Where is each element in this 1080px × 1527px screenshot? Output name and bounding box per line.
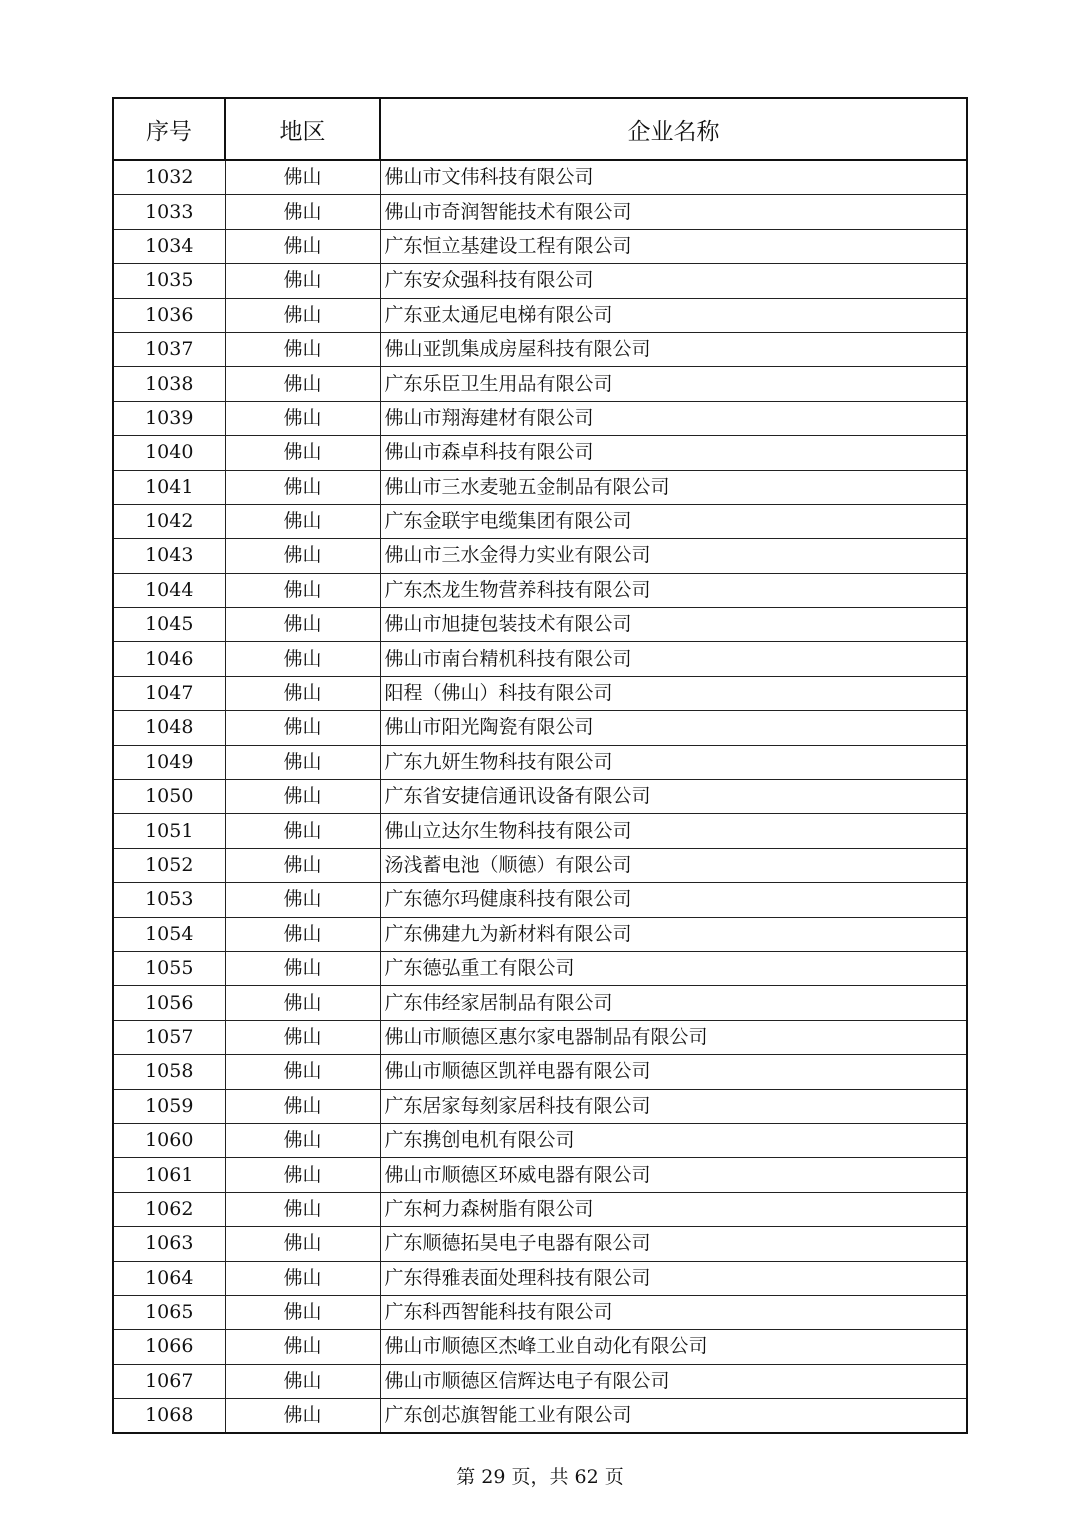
region-cell: 佛山 <box>225 986 380 1020</box>
serial-number-cell: 1053 <box>113 883 225 917</box>
serial-number-cell: 1043 <box>113 539 225 573</box>
region-cell: 佛山 <box>225 642 380 676</box>
table-row <box>113 539 967 573</box>
region-cell: 佛山 <box>225 745 380 779</box>
company-name-cell: 广东携创电机有限公司 <box>380 1123 967 1157</box>
region-cell: 佛山 <box>225 504 380 538</box>
table-row <box>113 298 967 332</box>
company-name-cell: 佛山市顺德区环威电器有限公司 <box>380 1158 967 1192</box>
company-name-cell: 广东德弘重工有限公司 <box>380 951 967 985</box>
serial-number-cell: 1068 <box>113 1399 225 1434</box>
table-row <box>113 745 967 779</box>
table-row <box>113 1227 967 1261</box>
region-cell: 佛山 <box>225 470 380 504</box>
company-name-cell: 汤浅蓄电池（顺德）有限公司 <box>380 848 967 882</box>
serial-number-cell: 1032 <box>113 160 225 195</box>
region-cell: 佛山 <box>225 676 380 710</box>
serial-number-cell: 1042 <box>113 504 225 538</box>
header-company-name: 企业名称 <box>380 98 967 160</box>
serial-number-cell: 1063 <box>113 1227 225 1261</box>
region-cell: 佛山 <box>225 195 380 229</box>
table-header-row <box>113 98 967 160</box>
serial-number-cell: 1040 <box>113 436 225 470</box>
company-name-cell: 佛山市奇润智能技术有限公司 <box>380 195 967 229</box>
region-cell: 佛山 <box>225 883 380 917</box>
table-row <box>113 1158 967 1192</box>
company-name-cell: 广东安众强科技有限公司 <box>380 264 967 298</box>
table-row <box>113 848 967 882</box>
company-name-cell: 佛山市文伟科技有限公司 <box>380 160 967 195</box>
company-name-cell: 广东亚太通尼电梯有限公司 <box>380 298 967 332</box>
region-cell: 佛山 <box>225 917 380 951</box>
company-name-cell: 佛山市阳光陶瓷有限公司 <box>380 711 967 745</box>
table-row <box>113 1330 967 1364</box>
table-row <box>113 986 967 1020</box>
table-row <box>113 1123 967 1157</box>
region-cell: 佛山 <box>225 298 380 332</box>
serial-number-cell: 1066 <box>113 1330 225 1364</box>
serial-number-cell: 1034 <box>113 229 225 263</box>
table-row <box>113 1295 967 1329</box>
region-cell: 佛山 <box>225 229 380 263</box>
region-cell: 佛山 <box>225 332 380 366</box>
company-name-cell: 广东恒立基建设工程有限公司 <box>380 229 967 263</box>
company-name-cell: 广东顺德拓昊电子电器有限公司 <box>380 1227 967 1261</box>
company-name-cell: 广东伟经家居制品有限公司 <box>380 986 967 1020</box>
company-name-cell: 广东佛建九为新材料有限公司 <box>380 917 967 951</box>
serial-number-cell: 1047 <box>113 676 225 710</box>
serial-number-cell: 1062 <box>113 1192 225 1226</box>
header-region: 地区 <box>225 98 380 160</box>
company-name-cell: 佛山市旭捷包装技术有限公司 <box>380 608 967 642</box>
region-cell: 佛山 <box>225 160 380 195</box>
serial-number-cell: 1067 <box>113 1364 225 1398</box>
serial-number-cell: 1055 <box>113 951 225 985</box>
region-cell: 佛山 <box>225 1261 380 1295</box>
table-row <box>113 951 967 985</box>
region-cell: 佛山 <box>225 1399 380 1434</box>
company-name-cell: 佛山市顺德区杰峰工业自动化有限公司 <box>380 1330 967 1364</box>
table-row <box>113 504 967 538</box>
region-cell: 佛山 <box>225 780 380 814</box>
region-cell: 佛山 <box>225 608 380 642</box>
table-row <box>113 160 967 195</box>
table-row <box>113 1089 967 1123</box>
company-name-cell: 佛山市南台精机科技有限公司 <box>380 642 967 676</box>
enterprise-list-table-wrapper <box>112 97 966 1434</box>
table-row <box>113 676 967 710</box>
serial-number-cell: 1061 <box>113 1158 225 1192</box>
company-name-cell: 广东得雅表面处理科技有限公司 <box>380 1261 967 1295</box>
page-number-footer: 第 29 页，共 62 页 <box>456 1466 624 1488</box>
region-cell: 佛山 <box>225 436 380 470</box>
table-row <box>113 1192 967 1226</box>
table-row <box>113 917 967 951</box>
serial-number-cell: 1058 <box>113 1055 225 1089</box>
table-row <box>113 1261 967 1295</box>
serial-number-cell: 1033 <box>113 195 225 229</box>
company-name-cell: 佛山市顺德区信辉达电子有限公司 <box>380 1364 967 1398</box>
serial-number-cell: 1044 <box>113 573 225 607</box>
company-name-cell: 广东乐臣卫生用品有限公司 <box>380 367 967 401</box>
company-name-cell: 佛山市三水麦驰五金制品有限公司 <box>380 470 967 504</box>
region-cell: 佛山 <box>225 539 380 573</box>
serial-number-cell: 1035 <box>113 264 225 298</box>
region-cell: 佛山 <box>225 1123 380 1157</box>
table-row <box>113 436 967 470</box>
region-cell: 佛山 <box>225 1192 380 1226</box>
serial-number-cell: 1054 <box>113 917 225 951</box>
table-row <box>113 1020 967 1054</box>
company-name-cell: 佛山市顺德区惠尔家电器制品有限公司 <box>380 1020 967 1054</box>
serial-number-cell: 1048 <box>113 711 225 745</box>
enterprise-list-table <box>112 97 968 1434</box>
region-cell: 佛山 <box>225 1330 380 1364</box>
company-name-cell: 广东创芯旗智能工业有限公司 <box>380 1399 967 1434</box>
serial-number-cell: 1037 <box>113 332 225 366</box>
table-body <box>113 160 967 1433</box>
region-cell: 佛山 <box>225 573 380 607</box>
table-row <box>113 642 967 676</box>
serial-number-cell: 1045 <box>113 608 225 642</box>
company-name-cell: 佛山市顺德区凯祥电器有限公司 <box>380 1055 967 1089</box>
region-cell: 佛山 <box>225 264 380 298</box>
serial-number-cell: 1051 <box>113 814 225 848</box>
serial-number-cell: 1052 <box>113 848 225 882</box>
region-cell: 佛山 <box>225 1364 380 1398</box>
company-name-cell: 广东九妍生物科技有限公司 <box>380 745 967 779</box>
table-row <box>113 470 967 504</box>
company-name-cell: 佛山亚凯集成房屋科技有限公司 <box>380 332 967 366</box>
table-row <box>113 608 967 642</box>
company-name-cell: 广东杰龙生物营养科技有限公司 <box>380 573 967 607</box>
table-row <box>113 195 967 229</box>
serial-number-cell: 1038 <box>113 367 225 401</box>
table-row <box>113 1055 967 1089</box>
table-row <box>113 229 967 263</box>
region-cell: 佛山 <box>225 1158 380 1192</box>
table-row <box>113 573 967 607</box>
region-cell: 佛山 <box>225 1089 380 1123</box>
serial-number-cell: 1036 <box>113 298 225 332</box>
region-cell: 佛山 <box>225 1055 380 1089</box>
table-row <box>113 1364 967 1398</box>
company-name-cell: 广东德尔玛健康科技有限公司 <box>380 883 967 917</box>
company-name-cell: 佛山市森卓科技有限公司 <box>380 436 967 470</box>
table-row <box>113 332 967 366</box>
serial-number-cell: 1060 <box>113 1123 225 1157</box>
region-cell: 佛山 <box>225 951 380 985</box>
table-row <box>113 780 967 814</box>
region-cell: 佛山 <box>225 1295 380 1329</box>
company-name-cell: 广东省安捷信通讯设备有限公司 <box>380 780 967 814</box>
region-cell: 佛山 <box>225 367 380 401</box>
region-cell: 佛山 <box>225 848 380 882</box>
region-cell: 佛山 <box>225 711 380 745</box>
table-row <box>113 367 967 401</box>
region-cell: 佛山 <box>225 401 380 435</box>
serial-number-cell: 1059 <box>113 1089 225 1123</box>
serial-number-cell: 1050 <box>113 780 225 814</box>
company-name-cell: 广东柯力森树脂有限公司 <box>380 1192 967 1226</box>
serial-number-cell: 1056 <box>113 986 225 1020</box>
serial-number-cell: 1041 <box>113 470 225 504</box>
company-name-cell: 阳程（佛山）科技有限公司 <box>380 676 967 710</box>
table-row <box>113 883 967 917</box>
company-name-cell: 佛山立达尔生物科技有限公司 <box>380 814 967 848</box>
serial-number-cell: 1057 <box>113 1020 225 1054</box>
header-serial-number: 序号 <box>113 98 225 160</box>
company-name-cell: 广东金联宇电缆集团有限公司 <box>380 504 967 538</box>
company-name-cell: 佛山市翔海建材有限公司 <box>380 401 967 435</box>
serial-number-cell: 1049 <box>113 745 225 779</box>
region-cell: 佛山 <box>225 814 380 848</box>
region-cell: 佛山 <box>225 1020 380 1054</box>
company-name-cell: 佛山市三水金得力实业有限公司 <box>380 539 967 573</box>
table-row <box>113 1399 967 1434</box>
serial-number-cell: 1039 <box>113 401 225 435</box>
serial-number-cell: 1046 <box>113 642 225 676</box>
table-row <box>113 264 967 298</box>
table-row <box>113 711 967 745</box>
table-row <box>113 401 967 435</box>
company-name-cell: 广东居家每刻家居科技有限公司 <box>380 1089 967 1123</box>
region-cell: 佛山 <box>225 1227 380 1261</box>
serial-number-cell: 1064 <box>113 1261 225 1295</box>
table-row <box>113 814 967 848</box>
company-name-cell: 广东科西智能科技有限公司 <box>380 1295 967 1329</box>
serial-number-cell: 1065 <box>113 1295 225 1329</box>
